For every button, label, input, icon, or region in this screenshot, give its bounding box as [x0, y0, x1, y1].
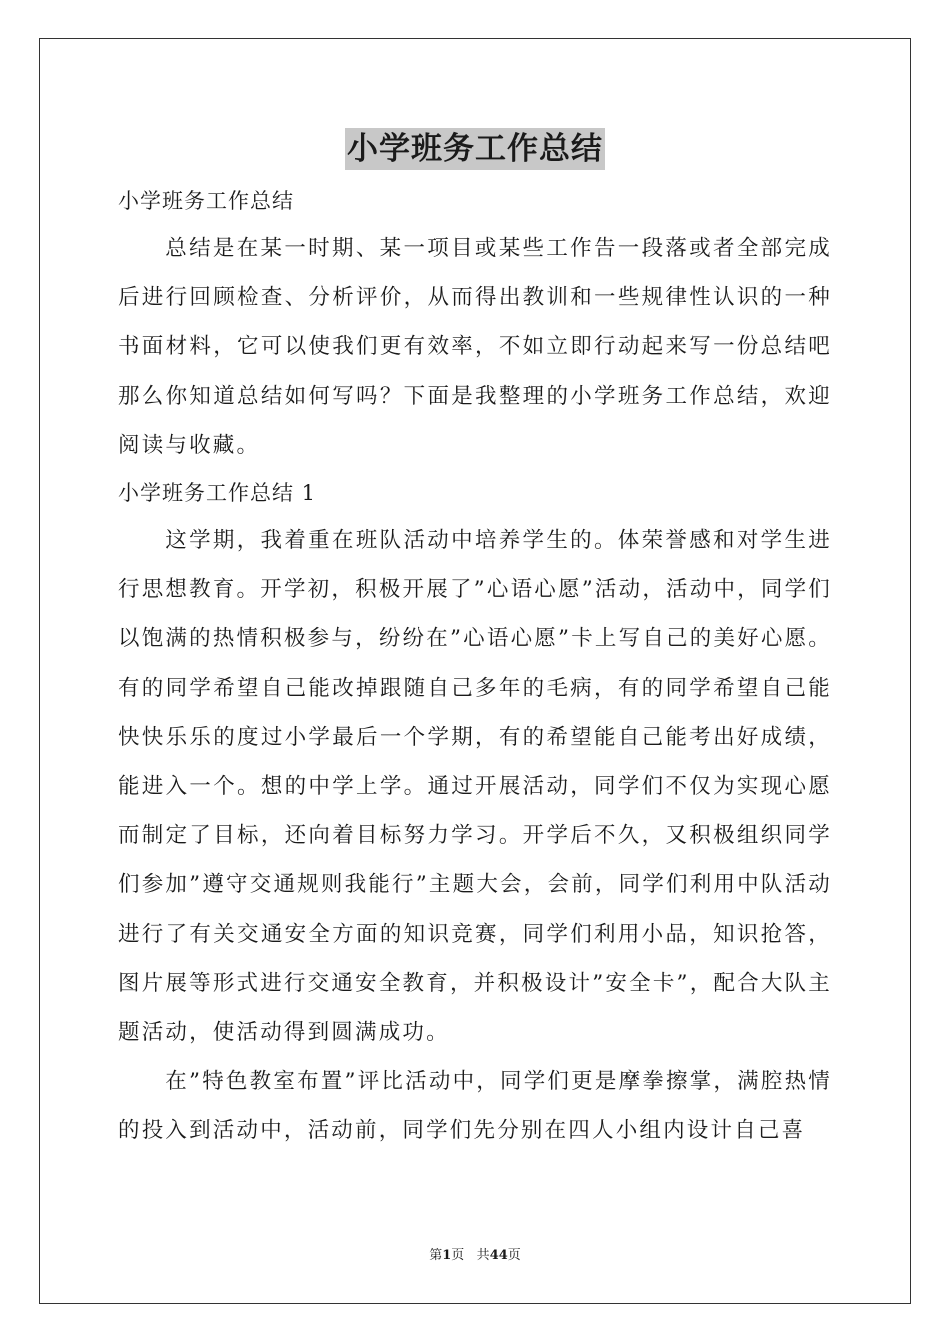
footer-page-suffix: 页	[451, 1248, 465, 1263]
body-paragraph-2: 在”特色教室布置”评比活动中，同学们更是摩拳擦掌，满腔热情的投入到活动中，活动前，同学们先分别在四人小组内设计自己喜	[118, 1069, 832, 1144]
footer-prefix: 第	[429, 1248, 443, 1263]
document-subtitle: 小学班务工作总结	[118, 189, 294, 213]
document-body	[118, 178, 832, 1156]
intro-paragraph: 总结是在某一时期、某一项目或某些工作告一段落或者全部完成后进行回顾检查、分析评价，从而得出教训和一些规律性认识的一种书面材料，它可以使我们更有效率，不如立即行动起来写一份总结吧那么你知道总结如何写吗？下面是我整理的小学班务工作总结，欢迎阅读与收藏。	[118, 236, 832, 458]
footer-total-prefix: 共	[476, 1248, 490, 1263]
section-heading: 小学班务工作总结 1	[118, 481, 317, 506]
body-paragraph-1: 这学期，我着重在班队活动中培养学生的。体荣誉感和对学生进行思想教育。开学初，积极开展了”心语心愿”活动，活动中，同学们以饱满的热情积极参与，纷纷在”心语心愿”卡上写自己的美好心愿。有的同学希望自己能改掉跟随自己多年的毛病，有的同学希望自己能快快乐乐的度过小学最后一个学期，有的希望能自己能考出好成绩，能进入一个。想的中学上学。通过开展活动，同学们不仅为实现心愿而制定了目标，还向着目标努力学习。开学后不久，又积极组织同学们参加”遵守交通规则我能行”主题大会，会前，同学们利用中队活动进行了有关交通安全方面的知识竞赛，同学们利用小品，知识抢答，图片展等形式进行交通安全教育，并积极设计”安全卡”，配合大队主题活动，使活动得到圆满成功。	[118, 528, 832, 1046]
footer-total-pages: 44	[489, 1248, 508, 1263]
page-footer	[0, 1246, 950, 1266]
footer-page-number: 1	[442, 1248, 452, 1263]
footer-total-suffix: 页	[507, 1248, 521, 1263]
title-container	[0, 128, 950, 170]
document-title: 小学班务工作总结	[345, 128, 605, 170]
